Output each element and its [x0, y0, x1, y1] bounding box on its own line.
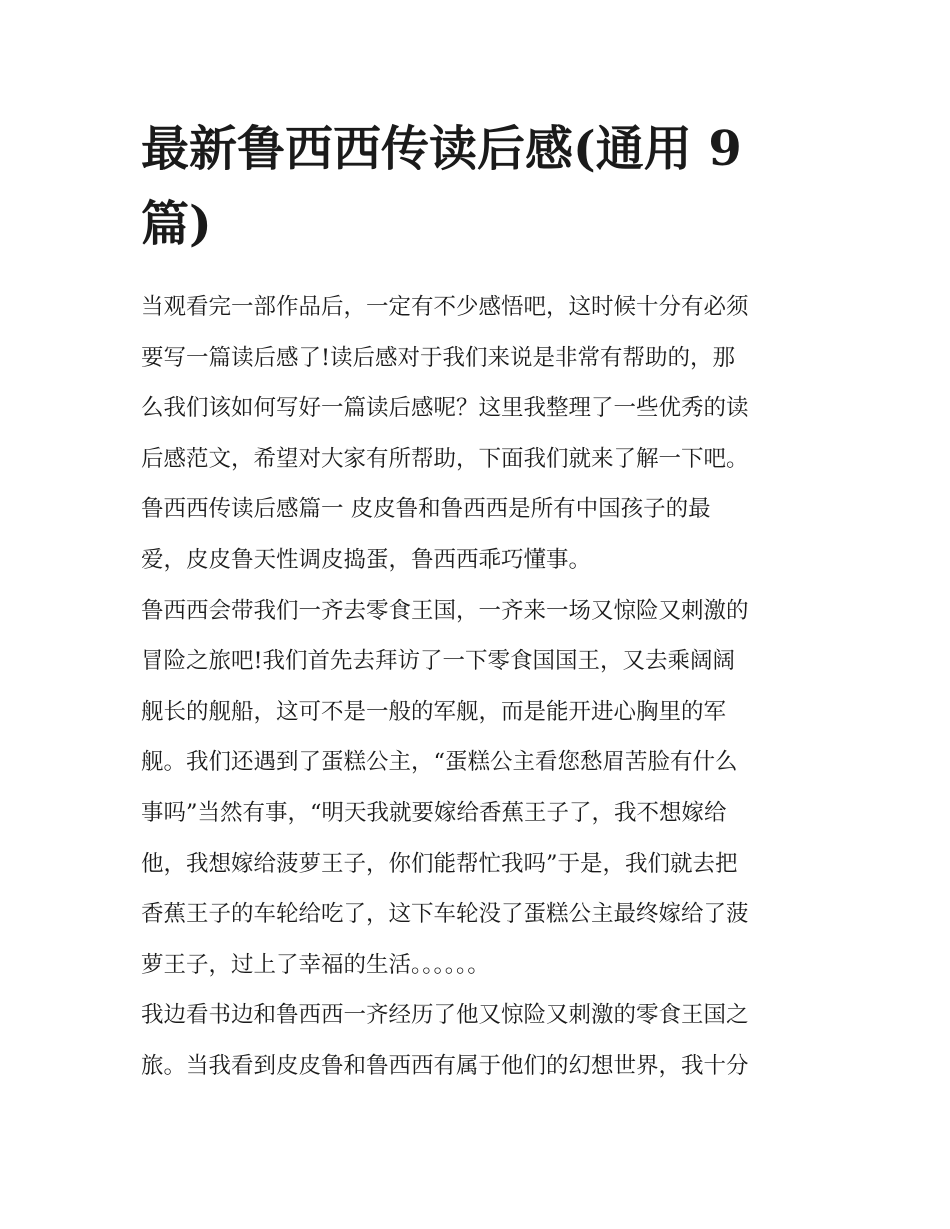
- body-line: 爱，皮皮鲁天性调皮捣蛋，鲁西西乖巧懂事。: [141, 546, 592, 573]
- body-line: 我边看书边和鲁西西一齐经历了他又惊险又刺激的零食王国之: [141, 1002, 749, 1029]
- title-line-1: 最新鲁西西传读后感(通用 9: [141, 121, 742, 177]
- body-line: 后感范文，希望对大家有所帮助，下面我们就来了解一下吧。: [141, 445, 749, 472]
- title-line-2: 篇): [141, 196, 212, 252]
- body-line: 鲁西西传读后感篇一 皮皮鲁和鲁西西是所有中国孩子的最: [141, 496, 711, 523]
- body-line: 舰。我们还遇到了蛋糕公主，“蛋糕公主看您愁眉苦脸有什么: [141, 749, 738, 776]
- document-page: [141, 112, 813, 1092]
- body-line: 香蕉王子的车轮给吃了，这下车轮没了蛋糕公主最终嫁给了菠: [141, 901, 749, 928]
- body-line: 当观看完一部作品后，一定有不少感悟吧，这时候十分有必须: [141, 294, 749, 320]
- body-line: 旅。当我看到皮皮鲁和鲁西西有属于他们的幻想世界，我十分: [141, 1052, 749, 1079]
- document-body: [141, 282, 813, 1092]
- body-line: 舰长的舰船，这可不是一般的军舰，而是能开进心胸里的军: [141, 698, 727, 725]
- body-line: 他，我想嫁给菠萝王子，你们能帮忙我吗”于是，我们就去把: [141, 850, 738, 877]
- document-title: [141, 112, 813, 262]
- body-line: 么我们该如何写好一篇读后感呢？这里我整理了一些优秀的读: [141, 395, 749, 422]
- body-line: 冒险之旅吧!我们首先去拜访了一下零食国国王，又去乘阔阔: [141, 648, 736, 675]
- body-line: 鲁西西会带我们一齐去零食王国，一齐来一场又惊险又刺激的: [141, 597, 749, 624]
- body-line: 要写一篇读后感了!读后感对于我们来说是非常有帮助的，那: [141, 344, 736, 371]
- body-line: 事吗”当然有事，“明天我就要嫁给香蕉王子了，我不想嫁给: [141, 799, 727, 826]
- body-line: 萝王子，过上了幸福的生活。。。。。。: [141, 951, 490, 978]
